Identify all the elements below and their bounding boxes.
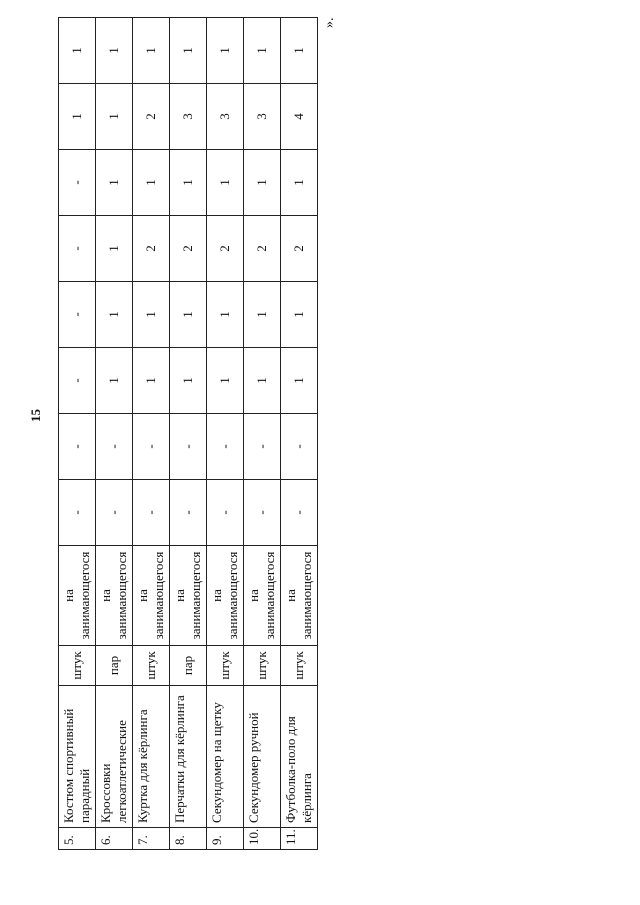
quantity-cell: 1 xyxy=(133,282,170,348)
allocation-unit: на занимающегося xyxy=(170,546,207,646)
quantity-cell: - xyxy=(281,414,318,480)
quantity-cell: - xyxy=(59,216,96,282)
quantity-cell: 4 xyxy=(281,84,318,150)
item-name: Кроссовки легкоатлетические xyxy=(96,686,133,828)
unit-of-measure: штук xyxy=(207,646,244,686)
page-number: 15 xyxy=(28,409,43,422)
quantity-cell: 1 xyxy=(207,348,244,414)
quantity-cell: 1 xyxy=(281,348,318,414)
quantity-cell: - xyxy=(59,414,96,480)
quantity-cell: 1 xyxy=(59,18,96,84)
quantity-cell: - xyxy=(59,480,96,546)
quantity-cell: - xyxy=(170,480,207,546)
quantity-cell: 1 xyxy=(207,282,244,348)
quantity-cell: 3 xyxy=(207,84,244,150)
quantity-cell: - xyxy=(96,480,133,546)
item-name: Куртка для кёрлинга xyxy=(133,686,170,828)
quantity-cell: 1 xyxy=(133,18,170,84)
quantity-cell: - xyxy=(59,282,96,348)
quantity-cell: 1 xyxy=(96,216,133,282)
quantity-cell: - xyxy=(59,348,96,414)
row-number: 5. xyxy=(59,828,96,850)
quantity-cell: 2 xyxy=(133,216,170,282)
quantity-cell: - xyxy=(59,150,96,216)
row-number: 7. xyxy=(133,828,170,850)
allocation-unit: на занимающегося xyxy=(207,546,244,646)
quantity-cell: 3 xyxy=(170,84,207,150)
quantity-cell: 1 xyxy=(207,150,244,216)
unit-of-measure: штук xyxy=(244,646,281,686)
closing-quote: ». xyxy=(322,17,337,28)
quantity-cell: 2 xyxy=(281,216,318,282)
quantity-cell: - xyxy=(281,480,318,546)
allocation-unit: на занимающегося xyxy=(59,546,96,646)
quantity-cell: 1 xyxy=(133,348,170,414)
item-name: Костюм спортивный парадный xyxy=(59,686,96,828)
unit-of-measure: пар xyxy=(170,646,207,686)
quantity-cell: - xyxy=(244,480,281,546)
item-name: Секундомер ручной xyxy=(244,686,281,828)
quantity-cell: 1 xyxy=(96,150,133,216)
item-name: Перчатки для кёрлинга xyxy=(170,686,207,828)
item-name: Футболка-поло для кёрлинга xyxy=(281,686,318,828)
row-number: 6. xyxy=(96,828,133,850)
quantity-cell: - xyxy=(170,414,207,480)
quantity-cell: 3 xyxy=(244,84,281,150)
unit-of-measure: пар xyxy=(96,646,133,686)
equipment-table-container xyxy=(58,18,318,850)
quantity-cell: 2 xyxy=(207,216,244,282)
quantity-cell: 1 xyxy=(244,282,281,348)
quantity-cell: 2 xyxy=(170,216,207,282)
table-row xyxy=(170,18,207,850)
quantity-cell: - xyxy=(96,414,133,480)
table-row xyxy=(59,18,96,850)
allocation-unit: на занимающегося xyxy=(244,546,281,646)
row-number: 8. xyxy=(170,828,207,850)
allocation-unit: на занимающегося xyxy=(96,546,133,646)
quantity-cell: - xyxy=(133,414,170,480)
quantity-cell: 1 xyxy=(96,348,133,414)
quantity-cell: 1 xyxy=(281,150,318,216)
unit-of-measure: штук xyxy=(59,646,96,686)
quantity-cell: 1 xyxy=(244,348,281,414)
quantity-cell: - xyxy=(133,480,170,546)
quantity-cell: 1 xyxy=(170,150,207,216)
quantity-cell: 1 xyxy=(170,348,207,414)
unit-of-measure: штук xyxy=(133,646,170,686)
table-row xyxy=(96,18,133,850)
table-row xyxy=(244,18,281,850)
quantity-cell: 1 xyxy=(170,18,207,84)
allocation-unit: на занимающегося xyxy=(133,546,170,646)
quantity-cell: 2 xyxy=(133,84,170,150)
row-number: 9. xyxy=(207,828,244,850)
quantity-cell: - xyxy=(244,414,281,480)
row-number: 11. xyxy=(281,828,318,850)
quantity-cell: 1 xyxy=(133,150,170,216)
quantity-cell: - xyxy=(207,414,244,480)
quantity-cell: 1 xyxy=(59,84,96,150)
quantity-cell: 1 xyxy=(244,150,281,216)
quantity-cell: - xyxy=(207,480,244,546)
table-row xyxy=(133,18,170,850)
quantity-cell: 1 xyxy=(281,282,318,348)
quantity-cell: 2 xyxy=(244,216,281,282)
quantity-cell: 1 xyxy=(96,84,133,150)
row-number: 10. xyxy=(244,828,281,850)
quantity-cell: 1 xyxy=(96,282,133,348)
quantity-cell: 1 xyxy=(96,18,133,84)
allocation-unit: на занимающегося xyxy=(281,546,318,646)
quantity-cell: 1 xyxy=(244,18,281,84)
table-row xyxy=(281,18,318,850)
quantity-cell: 1 xyxy=(281,18,318,84)
quantity-cell: 1 xyxy=(170,282,207,348)
equipment-table xyxy=(58,17,318,850)
item-name: Секундомер на щетку xyxy=(207,686,244,828)
table-row xyxy=(207,18,244,850)
unit-of-measure: штук xyxy=(281,646,318,686)
table-body xyxy=(59,18,318,850)
quantity-cell: 1 xyxy=(207,18,244,84)
